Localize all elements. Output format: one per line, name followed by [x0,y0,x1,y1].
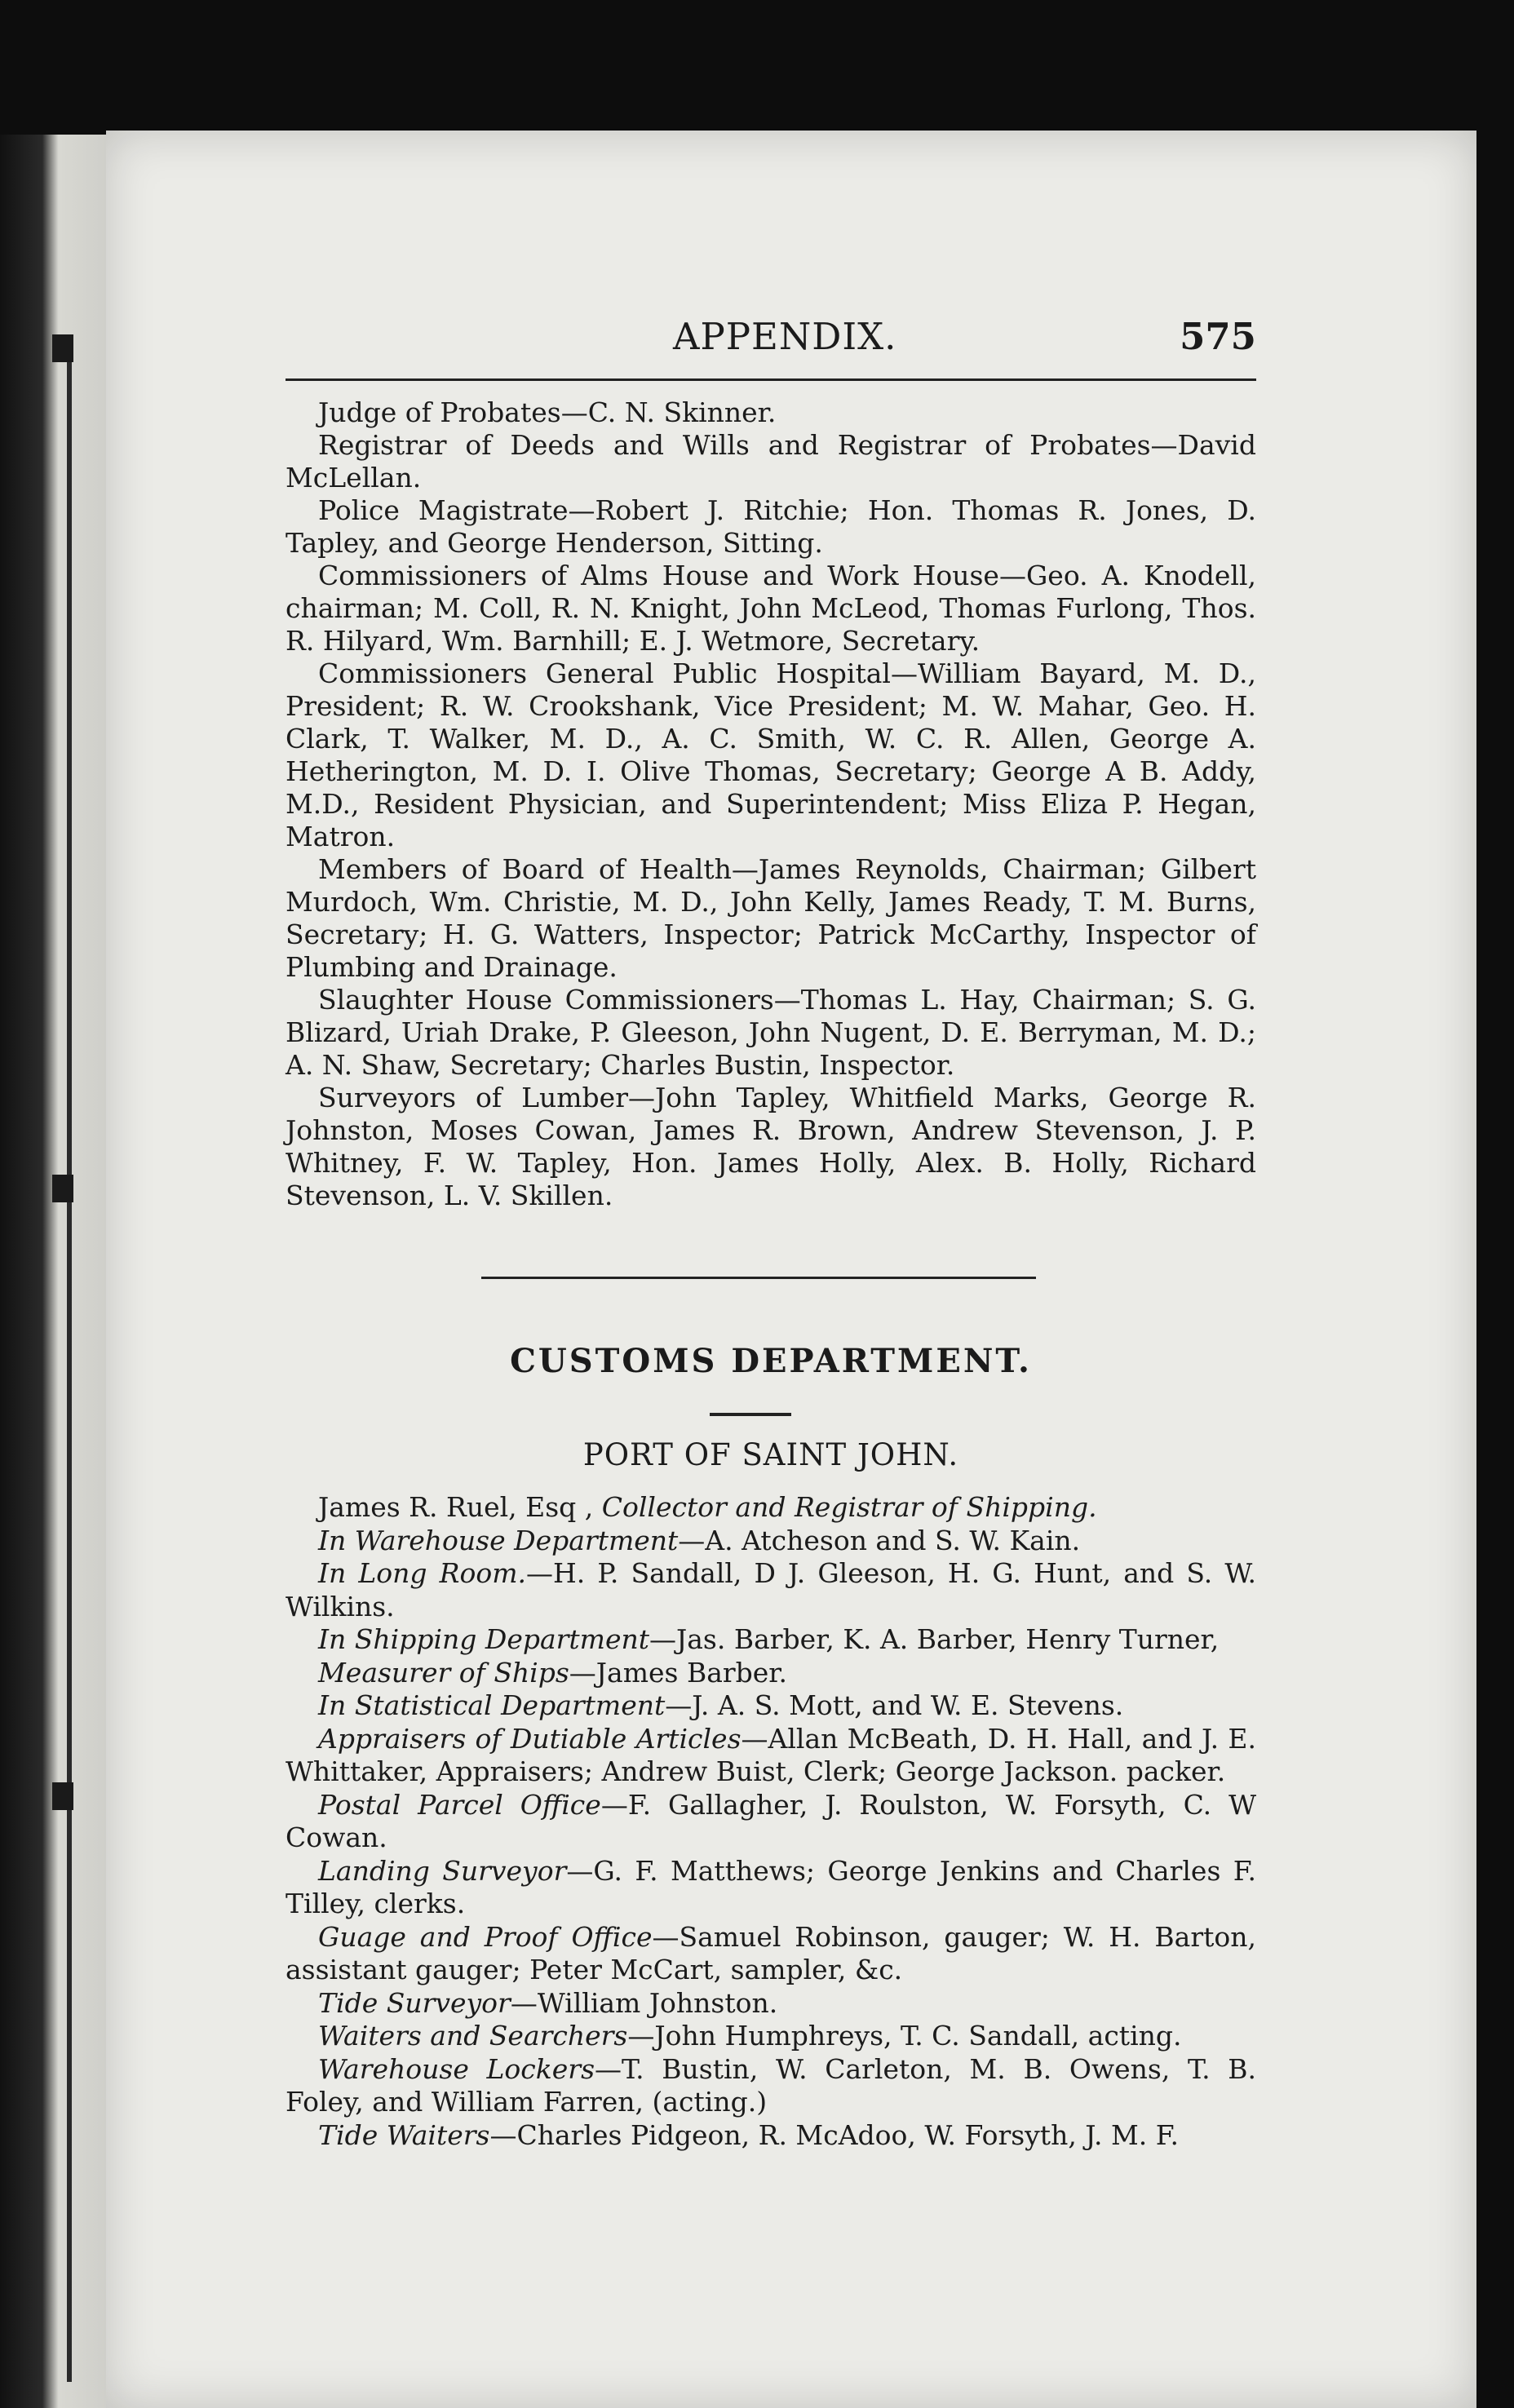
entry-role: Appraisers of Dutiable Articles [318,1722,742,1755]
entry-names: James R. Ruel, Esq , [318,1491,602,1523]
section-title: CUSTOMS DEPARTMENT. [510,1342,1032,1380]
binding-mark [52,1782,73,1810]
entry-names: —F. Gallagher, J. Roulston, W. Forsyth, C. W Cowan. [286,1788,1257,1853]
entry-paragraph: Commissioners of Alms House and Work House—Geo. A. Knodell, chairman; M. Coll, R. N. Knight, John McLeod, Thomas Furlong, Thos. R. Hilyard, Wm. Barnhill; E. J. Wetmore, Secretary. [286,560,1256,657]
entry-role: Guage and Proof Office [318,1920,653,1953]
customs-entry [286,1491,1256,1525]
entry-role: Tide Waiters [318,2118,490,2151]
entry-role: Warehouse Lockers [318,2052,595,2085]
customs-entry [286,1657,1256,1690]
running-title: APPENDIX. [673,315,897,358]
customs-entry [286,1557,1256,1623]
binding-mark [52,1175,73,1202]
customs-entry [286,1921,1256,1987]
customs-entry [286,2020,1256,2053]
entry-role: Collector and Registrar of Shipping. [601,1491,1097,1523]
customs-entry [286,1689,1256,1723]
entry-role: Tide Surveyor [318,1986,511,2019]
entry-role: In Long Room. [318,1557,527,1589]
binding-thread [67,343,72,2382]
entry-role: In Statistical Department [318,1689,666,1721]
entry-role: Postal Parcel Office [318,1788,601,1821]
customs-entry [286,1623,1256,1657]
customs-entry [286,1723,1256,1789]
entry-paragraph: Judge of Probates—C. N. Skinner. [318,396,777,428]
entry-paragraph: Police Magistrate—Robert J. Ritchie; Hon. Thomas R. Jones, D. Tapley, and George Henderson, Sitting. [286,494,1256,559]
entry-names: —T. Bustin, W. Carleton, M. B. Owens, T. B. Foley, and William Farren, (acting.) [286,2052,1257,2118]
entry-names: —H. P. Sandall, D J. Gleeson, H. G. Hunt, and S. W. Wilkins. [286,1557,1256,1622]
section-divider [481,1277,1036,1279]
entry-paragraph: Commissioners General Public Hospital—William Bayard, M. D., President; R. W. Crookshank, Vice President; M. W. Mahar, Geo. H. Clark, T. Walker, M. D., A. C. Smith, W. C. R. Allen, George A. Hetherington, M. D. I. Olive Thomas, Secretary; George A B. Addy, M.D., Resident Physician, and Superintendent; Miss Eliza P. Hegan, Matron. [286,657,1256,852]
customs-entry [286,2119,1256,2153]
entry-names: —Samuel Robinson, gauger; W. H. Barton, assistant gauger; Peter McCart, sampler, &c. [286,1920,1256,1985]
entry-paragraph: Surveyors of Lumber—John Tapley, Whitfield Marks, George R. Johnston, Moses Cowan, James R. Brown, Andrew Stevenson, J. P. Whitney, F. W. Tapley, Hon. James Holly, Alex. B. Holly, Richard Stevenson, L. V. Skillen. [286,1082,1256,1211]
appendix-entries [286,396,1256,1212]
entry-names: —Charles Pidgeon, R. McAdoo, W. Forsyth, J. M. F. [489,2118,1179,2151]
entry-names: —Jas. Barber, K. A. Barber, Henry Turner, [649,1623,1220,1655]
entry-paragraph: Members of Board of Health—James Reynolds, Chairman; Gilbert Murdoch, Wm. Christie, M. D., John Kelly, James Ready, T. M. Burns, Secretary; H. G. Watters, Inspector; Patrick McCarthy, Inspector of Plumbing and Drainage. [286,853,1256,983]
section-subheading: PORT OF SAINT JOHN. [582,1437,959,1472]
entry-names: —James Barber. [569,1656,787,1689]
entry-paragraph: Registrar of Deeds and Wills and Registrar of Probates—David McLellan. [286,429,1256,494]
entry-role: Waiters and Searchers [318,2020,628,2052]
title-underline [710,1413,791,1416]
customs-entries [286,1491,1256,2152]
entry-names: —J. A. S. Mott, and W. E. Stevens. [665,1689,1124,1721]
entry-role: In Warehouse Department [318,1524,679,1556]
customs-entry [286,1987,1256,2021]
page-number: 575 [1180,315,1256,358]
customs-entry [286,1855,1256,1921]
entry-names: —G. F. Matthews; George Jenkins and Charles F. Tilley, clerks. [286,1854,1256,1919]
entry-names: —John Humphreys, T. C. Sandall, acting. [627,2020,1182,2052]
entry-role: Landing Surveyor [318,1854,567,1887]
book-gutter [0,135,106,2408]
customs-entry [286,1525,1256,1558]
customs-entry [286,2053,1256,2119]
entry-names: —A. Atcheson and S. W. Kain. [678,1524,1081,1556]
entry-role: In Shipping Department [318,1623,650,1655]
customs-entry [286,1789,1256,1855]
binding-mark [52,334,73,362]
entry-names: —William Johnston. [510,1986,778,2019]
entry-names: —Allan McBeath, D. H. Hall, and J. E. Whittaker, Appraisers; Andrew Buist, Clerk; George Jackson. packer. [286,1722,1257,1787]
header-rule [286,378,1256,381]
running-header [286,308,1256,365]
entry-role: Measurer of Ships [318,1656,569,1689]
entry-paragraph: Slaughter House Commissioners—Thomas L. Hay, Chairman; S. G. Blizard, Uriah Drake, P. Gleeson, John Nugent, D. E. Berryman, M. D.; A. N. Shaw, Secretary; Charles Bustin, Inspector. [286,984,1256,1081]
